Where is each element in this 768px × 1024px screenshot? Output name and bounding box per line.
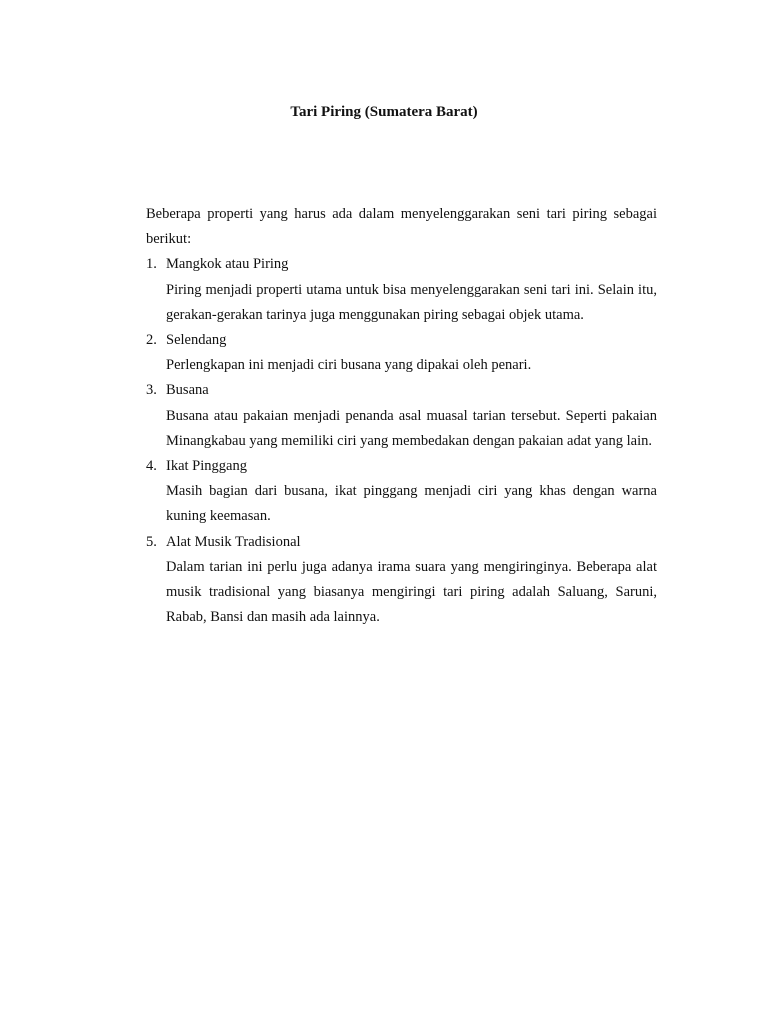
- list-item-number: 1.: [146, 256, 157, 273]
- list-item-description: Perlengkapan ini menjadi ciri busana yang dipakai oleh penari.: [166, 357, 532, 374]
- list-item: [146, 328, 657, 378]
- list-item-title: Mangkok atau Piring: [166, 256, 289, 273]
- page-title: Tari Piring (Sumatera Barat): [290, 104, 478, 120]
- list-item: [146, 378, 657, 454]
- list-item-title: Selendang: [166, 332, 227, 349]
- list-item-heading: [146, 530, 657, 555]
- list-item-description: Busana atau pakaian menjadi penanda asal muasal tarian tersebut. Seperti pakaian Minangkabau yang memiliki ciri yang membedakan dengan pakaian adat yang lain.: [166, 407, 657, 449]
- list-item-description: Piring menjadi properti utama untuk bisa menyelenggarakan seni tari ini. Selain itu, gerakan-gerakan tarinya juga menggunakan piring sebagai objek utama.: [166, 281, 657, 323]
- list-item-title: Alat Musik Tradisional: [166, 533, 301, 550]
- list-item-heading: [146, 328, 657, 353]
- list-item-description: Masih bagian dari busana, ikat pinggang menjadi ciri yang khas dengan warna kuning keemasan.: [166, 483, 657, 525]
- list-item: [146, 530, 657, 631]
- list-item: [146, 454, 657, 530]
- list-item-title: Busana: [166, 382, 209, 399]
- document-body: [146, 202, 657, 630]
- list-item-heading: [146, 252, 657, 277]
- property-list: [146, 252, 657, 630]
- list-item-heading: [146, 378, 657, 403]
- list-item-title: Ikat Pinggang: [166, 458, 247, 475]
- list-item-number: 5.: [146, 533, 157, 550]
- list-item-number: 4.: [146, 458, 157, 475]
- list-item-number: 3.: [146, 382, 157, 399]
- list-item-heading: [146, 454, 657, 479]
- intro-paragraph: Beberapa properti yang harus ada dalam menyelenggarakan seni tari piring sebagai berikut:: [146, 206, 657, 248]
- list-item-description: Dalam tarian ini perlu juga adanya irama suara yang mengiringinya. Beberapa alat musik tradisional yang biasanya mengiringi tari piring adalah Saluang, Saruni, Rabab, Bansi dan masih ada lainnya.: [166, 558, 657, 626]
- list-item: [146, 252, 657, 328]
- list-item-number: 2.: [146, 332, 157, 349]
